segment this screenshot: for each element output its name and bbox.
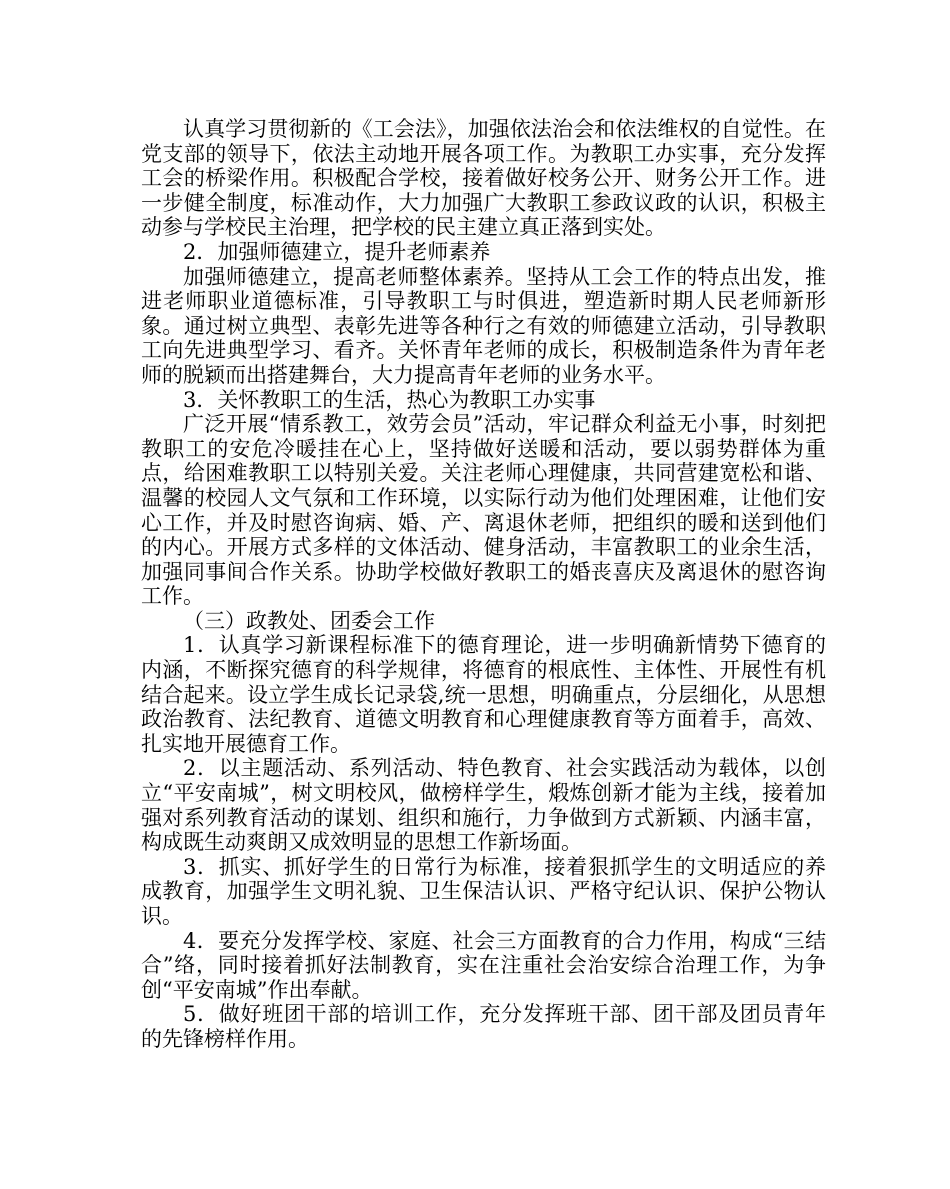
paragraph-item-1: 1．认真学习新课程标准下的德育理论，进一步明确新情势下德育的内涵，不断探究德育的科学规律，将德育的根底性、主体性、开展性有机结合起来。设立学生成长记录袋,统一思想，明确重点，分层细化，从思想政治教育、法纪教育、道德文明教育和心理健康教育等方面着手，高效、扎实地开展德育工作。 bbox=[141, 633, 826, 756]
paragraph-union-law: 认真学习贯彻新的《工会法》，加强依法治会和依法维权的自觉性。在党支部的领导下，依法主动地开展各项工作。为教职工办实事，充分发挥工会的桥梁作用。积极配合学校，接着做好校务公开、财务公开工作。进一步健全制度，标准动作，大力加强广大教职工参政议政的认识，积极主动参与学校民主治理，把学校的民主建立真正落到实处。 bbox=[141, 117, 826, 240]
paragraph-staff-care: 广泛开展“情系教工，效劳会员”活动，牢记群众利益无小事，时刻把教职工的安危冷暖挂在心上，坚持做好送暖和活动，要以弱势群体为重点，给困难教职工以特别关爱。关注老师心理健康，共同营建宽松和谐、温馨的校园人文气氛和工作环境，以实际行动为他们处理困难，让他们安心工作，并及时慰咨询病、婚、产、离退休老师，把组织的暖和送到他们的内心。开展方式多样的文体活动、健身活动，丰富教职工的业余生活，加强同事间合作关系。协助学校做好教职工的婚丧喜庆及离退休的慰咨询工作。 bbox=[141, 412, 826, 609]
paragraph-item-2: 2．以主题活动、系列活动、特色教育、社会实践活动为载体，以创立“平安南城”，树文明校风，做榜样学生，煅炼创新才能为主线，接着加强对系列教育活动的谋划、组织和施行，力争做到方式新颖、内涵丰富，构成既生动爽朗又成效明显的思想工作新场面。 bbox=[141, 756, 826, 855]
paragraph-item-4: 4．要充分发挥学校、家庭、社会三方面教育的合力作用，构成“三结合”络，同时接着抓好法制教育，实在注重社会治安综合治理工作，为争创“平安南城”作出奉献。 bbox=[141, 928, 826, 1002]
section-heading-moral-education: （三）政教处、团委会工作 bbox=[183, 608, 435, 633]
paragraph-item-5: 5．做好班团干部的培训工作，充分发挥班干部、团干部及团员青年的先锋榜样作用。 bbox=[141, 1002, 826, 1051]
document-body bbox=[141, 117, 826, 1052]
paragraph-teacher-ethics: 加强师德建立，提高老师整体素养。坚持从工会工作的特点出发，推进老师职业道德标准，引导教职工与时俱进，塑造新时期人民老师新形象。通过树立典型、表彰先进等各种行之有效的师德建立活动，引导教职工向先进典型学习、看齐。关怀青年老师的成长，积极制造条件为青年老师的脱颖而出搭建舞台，大力提高青年老师的业务水平。 bbox=[141, 264, 826, 387]
paragraph-item-3: 3．抓实、抓好学生的日常行为标准，接着狠抓学生的文明适应的养成教育，加强学生文明礼貌、卫生保洁认识、严格守纪认识、保护公物认识。 bbox=[141, 854, 826, 928]
heading-staff-care: 3．关怀教职工的生活，热心为教职工办实事 bbox=[183, 387, 596, 412]
heading-teacher-ethics: 2．加强师德建立，提升老师素养 bbox=[183, 239, 491, 264]
